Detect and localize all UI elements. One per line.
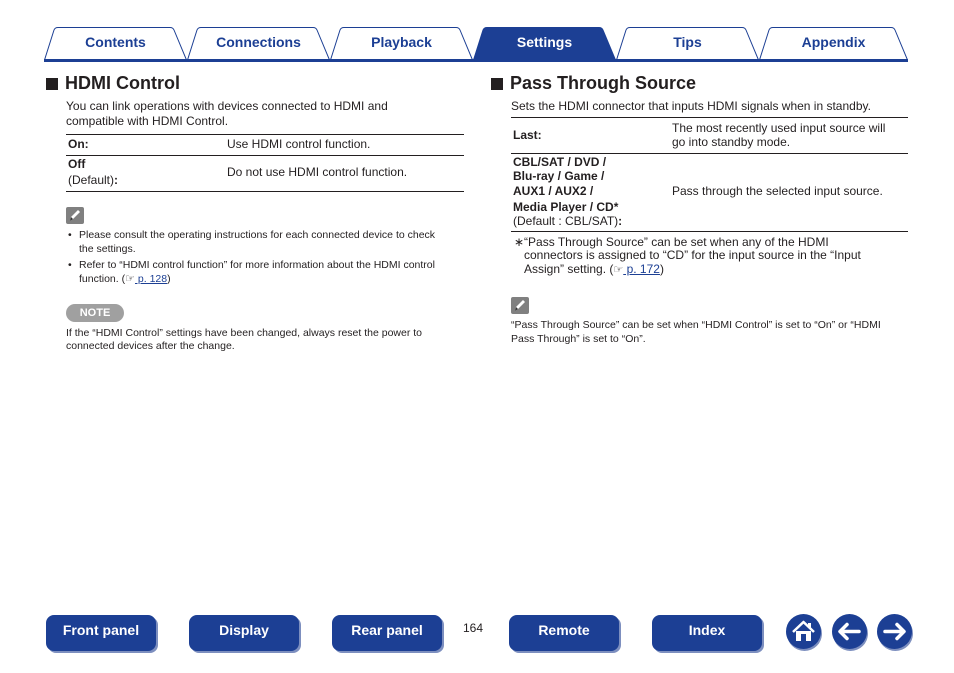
memo-bullet-1-line2: the settings.	[79, 243, 136, 255]
tab-contents-label: Contents	[85, 34, 146, 50]
pt-footnote-line3	[524, 262, 664, 278]
pt-table-rule-bottom	[511, 231, 908, 232]
front-panel-button[interactable]: Front panel	[46, 615, 156, 651]
note-badge: NOTE	[66, 304, 124, 322]
pt-sources-line3: AUX1 / AUX2 /	[513, 184, 594, 198]
pt-memo-line2: Pass Through” is set to “On”.	[511, 333, 646, 345]
table-rule-bottom	[66, 191, 464, 192]
forward-button[interactable]	[877, 614, 912, 649]
pt-memo-line1: “Pass Through Source” can be set when “HDMI Control” is set to “On” or “HDMI	[511, 319, 881, 331]
back-button[interactable]	[832, 614, 867, 649]
tab-playback[interactable]	[330, 27, 473, 60]
option-on-key: On:	[68, 137, 89, 151]
arrow-left-icon	[832, 614, 867, 649]
index-button[interactable]: Index	[652, 615, 762, 651]
arrow-right-icon	[877, 614, 912, 649]
pt-sources-line4	[513, 200, 618, 215]
pt-table-rule-mid	[511, 153, 908, 154]
pt-footnote-line2: connectors is assigned to “CD” for the input source in the “Input	[524, 248, 861, 262]
home-icon	[786, 614, 821, 649]
home-button[interactable]	[786, 614, 821, 649]
memo-bullet-1	[79, 228, 435, 256]
tab-tips-label: Tips	[673, 34, 702, 50]
pointing-hand-icon: ☞	[613, 264, 624, 276]
pt-last-value-line2: go into standby mode.	[672, 135, 791, 149]
pt-sources-line4-text: Media Player / CD	[513, 200, 614, 214]
tab-settings-label: Settings	[516, 34, 573, 50]
tab-appendix-label: Appendix	[801, 34, 866, 50]
pt-sources-value: Pass through the selected input source.	[672, 184, 883, 198]
note-line2: connected devices after the change.	[66, 340, 235, 352]
rear-panel-button[interactable]: Rear panel	[332, 615, 442, 651]
memo-bullet-2-text: function. (	[79, 273, 126, 285]
pass-through-heading	[491, 73, 696, 94]
pt-footnote-line1: ∗“Pass Through Source” can be set when any of the HDMI	[514, 235, 829, 249]
pt-last-value-line1: The most recently used input source will	[672, 121, 886, 135]
memo-bullet-2-line1: • Refer to “HDMI control function” for more information about the HDMI control	[79, 259, 435, 271]
section-square-icon	[491, 78, 503, 90]
tab-settings[interactable]	[473, 27, 616, 60]
tab-bar	[44, 27, 908, 61]
pointing-hand-icon: ☞	[125, 273, 135, 285]
page-number: 164	[463, 621, 484, 635]
pt-table-rule-top	[511, 117, 908, 118]
ref-link-p172[interactable]: p. 172	[623, 262, 660, 276]
hdmi-control-title: HDMI Control	[65, 73, 180, 93]
remote-button[interactable]: Remote	[509, 615, 619, 651]
pt-footnote-tail: )	[659, 262, 664, 276]
hdmi-intro-line1: You can link operations with devices connected to HDMI and	[66, 99, 388, 113]
memo-bullet-2-tail: )	[167, 273, 171, 285]
pt-sources-default-label: (Default : CBL/SAT)	[513, 214, 619, 228]
pt-sources-colon: :	[618, 214, 623, 228]
pass-through-title: Pass Through Source	[510, 73, 697, 93]
ref-link-p128[interactable]: p. 128	[134, 273, 168, 285]
pt-sources-line2: Blu-ray / Game /	[513, 169, 605, 183]
option-off-default	[68, 173, 118, 188]
tab-contents[interactable]	[44, 27, 187, 60]
pt-footnote-text: Assign” setting. (	[524, 262, 614, 276]
option-off-colon: :	[114, 173, 119, 187]
tab-tips[interactable]	[616, 27, 759, 60]
tab-playback-label: Playback	[371, 34, 432, 50]
hdmi-intro-line2: compatible with HDMI Control.	[66, 114, 229, 128]
memo-bullet-2-line2	[79, 272, 435, 286]
display-button[interactable]: Display	[189, 615, 299, 651]
table-rule-mid	[66, 155, 464, 156]
memo-bullet-2	[79, 258, 435, 286]
pt-last-key: Last:	[513, 128, 542, 142]
option-off-value: Do not use HDMI control function.	[227, 165, 408, 179]
note-line1: If the “HDMI Control” settings have been changed, always reset the power to	[66, 327, 423, 339]
pencil-icon	[511, 297, 529, 314]
section-square-icon	[46, 78, 58, 90]
tab-appendix[interactable]	[759, 27, 908, 60]
table-rule-top	[66, 134, 464, 135]
option-off-default-label: (Default)	[68, 173, 115, 187]
pt-sources-line1: CBL/SAT / DVD /	[513, 155, 607, 169]
tab-connections-label: Connections	[216, 34, 301, 50]
option-on-value: Use HDMI control function.	[227, 137, 371, 151]
hdmi-control-heading	[46, 73, 180, 94]
pt-sources-default	[513, 214, 622, 229]
pencil-icon	[66, 207, 84, 224]
tab-connections[interactable]	[187, 27, 330, 60]
pt-sources-asterisk: *	[613, 200, 619, 214]
tab-underline	[44, 59, 908, 62]
pass-through-intro: Sets the HDMI connector that inputs HDMI signals when in standby.	[511, 99, 871, 113]
memo-bullet-1-line1: • Please consult the operating instructions for each connected device to check	[79, 229, 436, 241]
option-off-key: Off	[68, 157, 86, 171]
